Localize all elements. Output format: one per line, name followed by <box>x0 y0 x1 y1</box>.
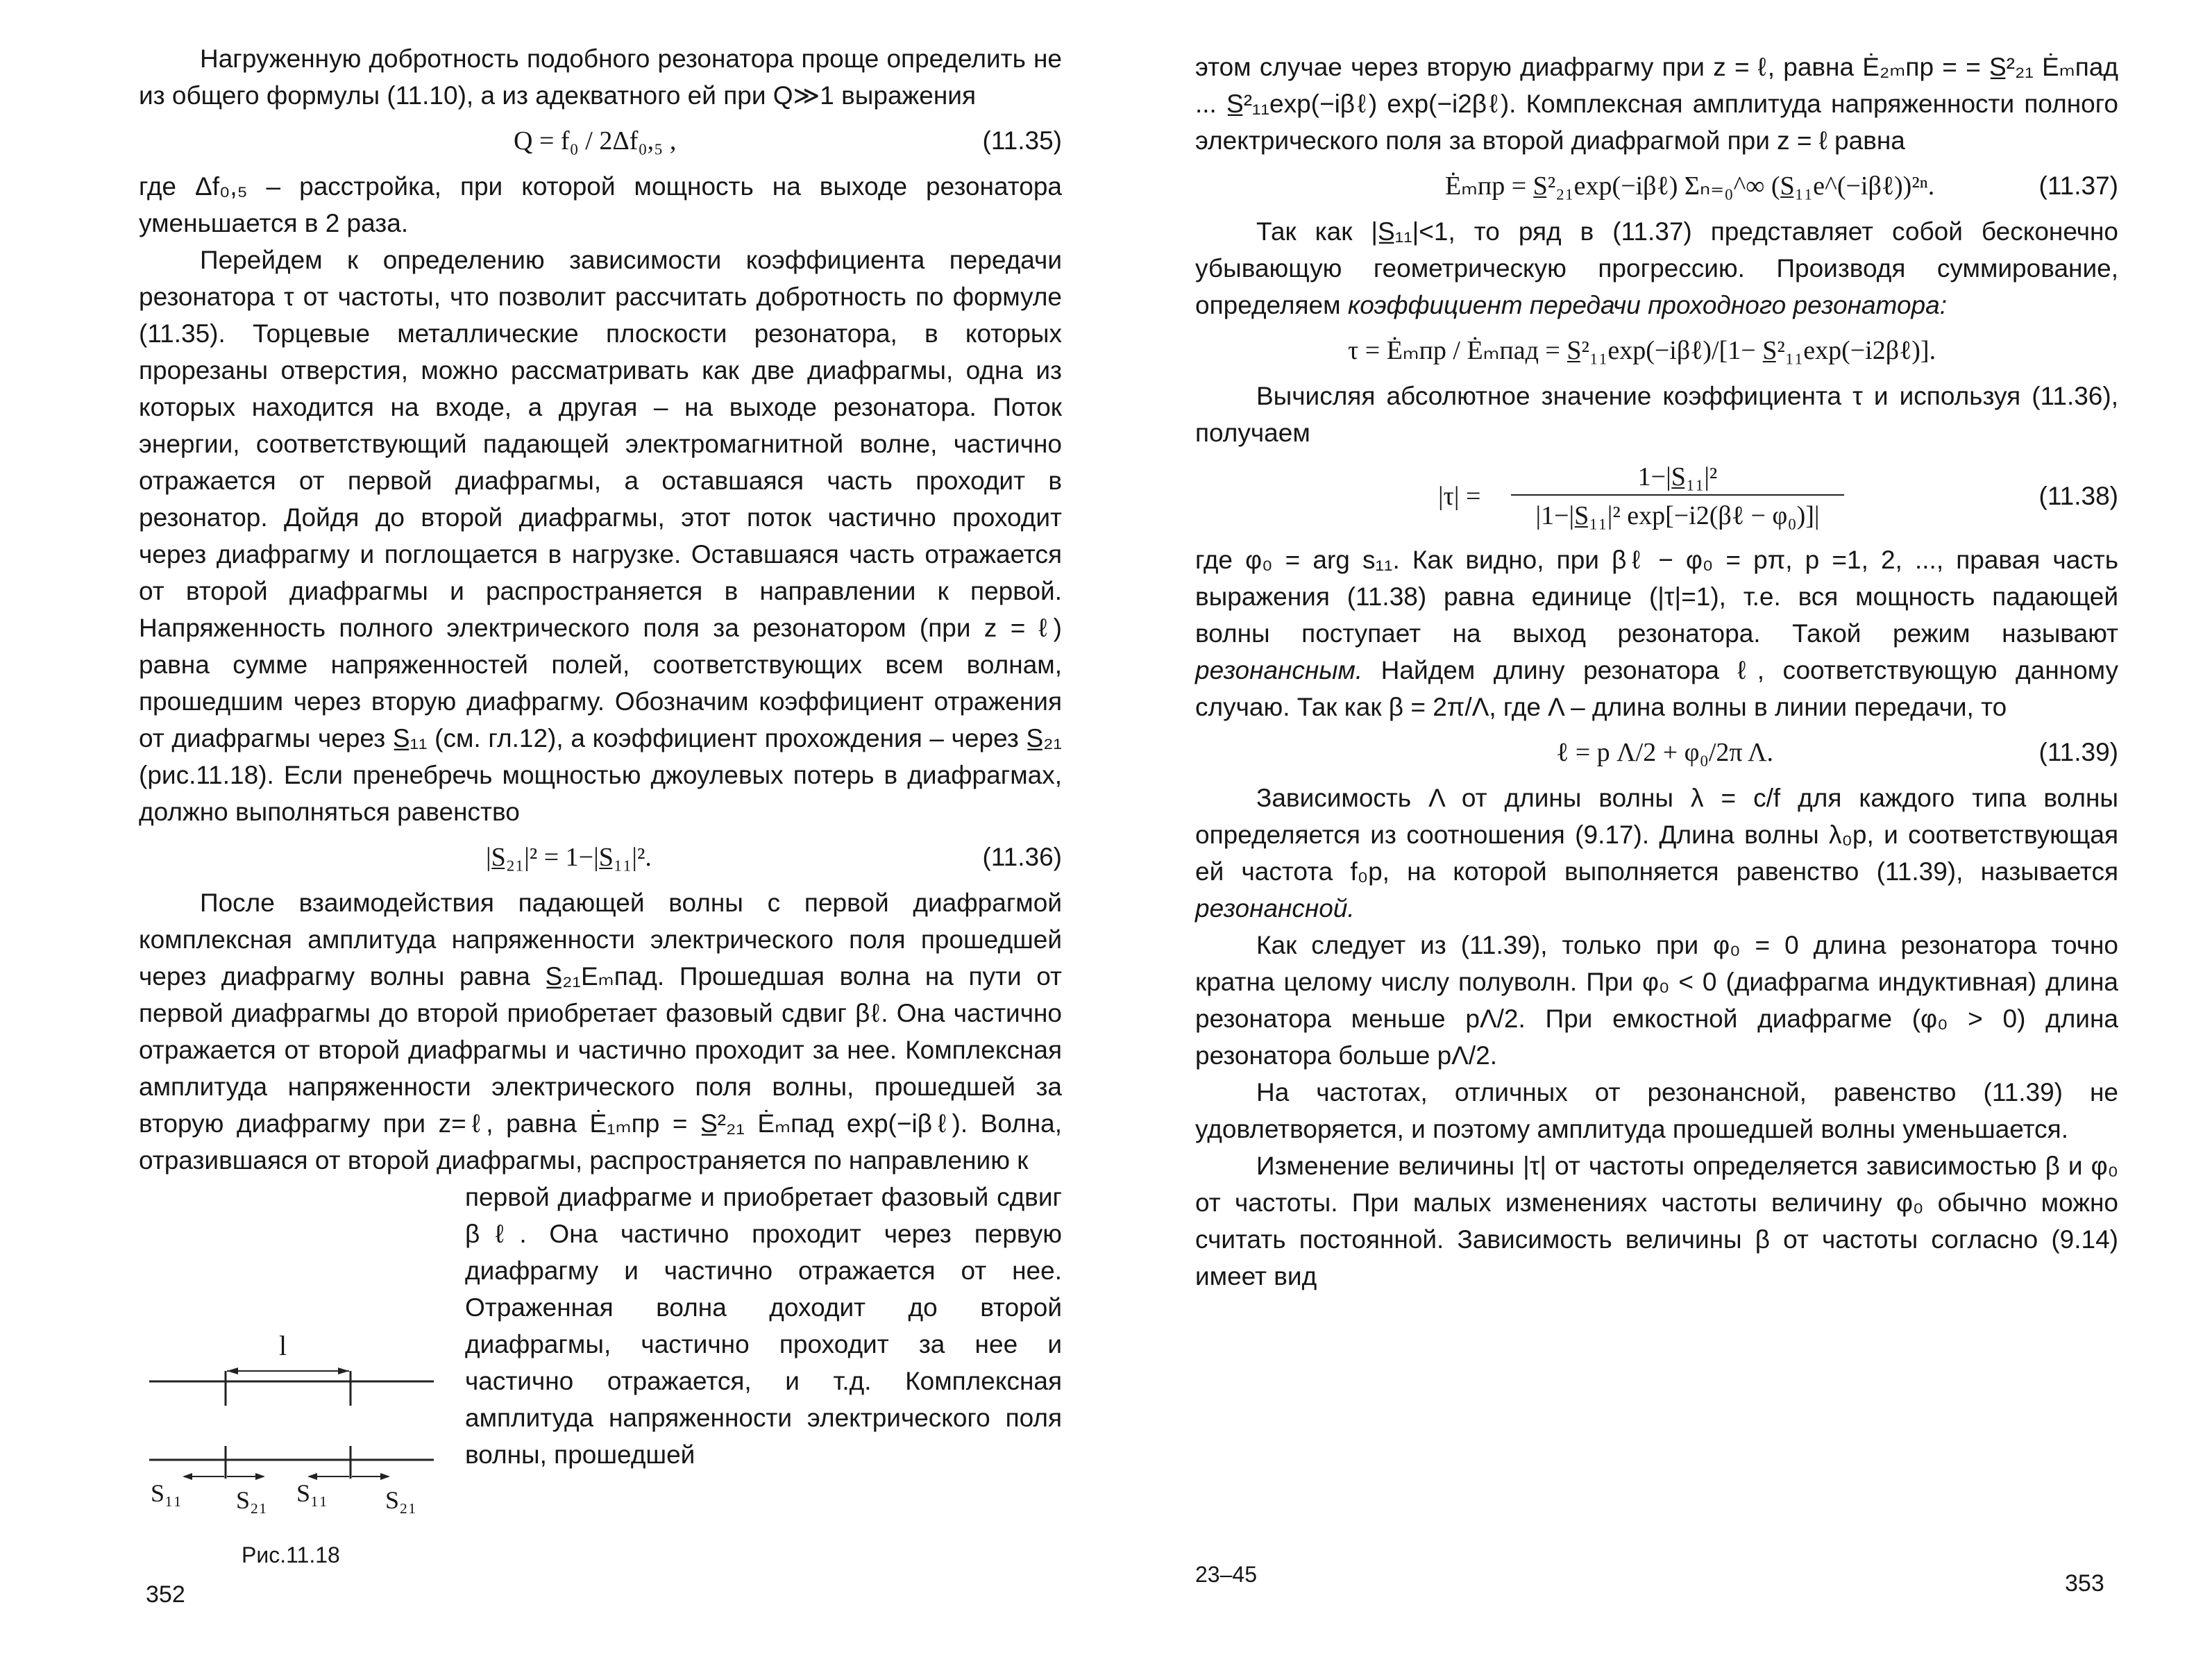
figure-caption: Рис.11.18 <box>242 1542 340 1567</box>
paragraph: На частотах, отличных от резонансной, равенство (11.39) не удовлетворяется, и поэтому амплитуда прошедшей волны уменьшается. <box>1195 1078 2118 1143</box>
paragraph: После взаимодействия падающей волны с первой диафрагмой комплексная амплитуда напряженности электрического поля прошедшей через диафрагму волны равна S̲₂₁Eₘпад. Прошедшая волна на пути от первой диафрагмы до второй приобретает фазовый сдвиг βℓ. Она частично отражается от второй диафрагмы и частично проходит за нее. Комплексная амплитуда напряженности электрического поля волны, прошедшей за вторую диафрагму при z=ℓ, равна Ė₁ₘпр = S̲²₂₁ Ėₘпад exp(−iβℓ). Волна, отразившаяся от второй диафрагмы, распространяется по направлению к <box>139 889 1062 1175</box>
term-italic: резонансной. <box>1195 894 1355 923</box>
equation-number: (11.39) <box>2038 738 2118 766</box>
equation-denominator: |1−|S̲₁₁|² exp[−i2(βℓ − φ₀)]| <box>1535 501 1820 530</box>
paragraph: этом случае через вторую диафрагму при z = ℓ, равна Ė₂ₘпр = = S̲²₂₁ Ėₘпад ... S̲²₁₁exp(−iβℓ) exp(−i2βℓ). Комплексная амплитуда напряженности полного электрического поля за второй диафрагмой при z = ℓ равна <box>1195 53 2118 155</box>
equation-lhs: |τ| = <box>1438 482 1481 511</box>
paragraph <box>1195 780 2118 927</box>
equation-numerator: 1−|S̲₁₁|² <box>1511 460 1844 496</box>
equation-body: Ėₘпр = S̲²₂₁exp(−iβℓ) Σₙ₌₀^∞ (S̲₁₁e^(−iβℓ))²ⁿ. <box>1445 171 1935 201</box>
paragraph-text: Так как |S̲₁₁|<1, то ряд в (11.37) представляет собой бесконечно убывающую геометрическую прогрессию. Производя суммирование, определяем <box>1195 217 2118 319</box>
signature-mark: 23–45 <box>1195 1562 1257 1587</box>
paragraph: Вычисляя абсолютное значение коэффициента τ и используя (11.36), получаем <box>1195 382 2118 447</box>
equation-11-39 <box>1195 725 2118 780</box>
equation-number: (11.35) <box>982 126 1062 155</box>
equation-11-38 <box>1195 451 2118 541</box>
figure-11-18 <box>142 1329 448 1551</box>
paragraph-text: где φ₀ = arg s₁₁. Как видно, при βℓ − φ₀ = pπ, p =1, 2, ..., правая часть выражения (11.38) равна единице (|τ|=1), т.е. вся мощность падающей волны поступает на выход резонатора. Такой режим называют <box>1195 546 2118 648</box>
equation-body: Q = f₀ / 2Δf₀,₅ , <box>514 126 677 155</box>
s21-label: S₂₁ <box>385 1486 417 1514</box>
paragraph: где Δf₀,₅ – расстройка, при которой мощность на выходе резонатора уменьшается в 2 раза. <box>139 172 1062 237</box>
equation-transfer-coefficient <box>1195 323 2118 378</box>
length-label: l <box>279 1330 287 1361</box>
paragraph: Изменение величины |τ| от частоты определяется зависимостью β и φ₀ от частоты. При малых изменениях частоты величину φ₀ обычно можно считать постоянной. Зависимость величины β от частоты согласно (9.14) имеет вид <box>1195 1152 2118 1290</box>
page-number: 352 <box>146 1581 185 1608</box>
paragraph-text: Найдем длину резонатора ℓ, соответствующую данному случаю. Так как β = 2π/Λ, где Λ – длина волны в линии передачи, то <box>1195 656 2118 721</box>
term-italic: коэффициент передачи проходного резонатора: <box>1347 291 1947 319</box>
left-page <box>139 40 1062 1473</box>
equation-11-37 <box>1195 159 2118 213</box>
right-page <box>1195 49 2118 1295</box>
equation-11-36 <box>139 830 1062 884</box>
paragraph: Как следует из (11.39), только при φ₀ = 0 длина резонатора точно кратна целому числу полуволн. При φ₀ < 0 (диафрагма индуктивная) длина резонатора меньше pΛ/2. При емкостной диафрагме (φ₀ > 0) длина резонатора больше pΛ/2. <box>1195 931 2118 1070</box>
paragraph <box>1195 541 2118 725</box>
page-number: 353 <box>2065 1570 2104 1597</box>
s11-label: S₁₁ <box>151 1479 183 1507</box>
paragraph: первой диафрагме и приобретает фазовый сдвиг βℓ. Она частично проходит через первую диафрагму и частично отражается от нее. Отраженная волна доходит до второй диафрагмы, частично проходит за нее и частично отражается, и т.д. Комплексная амплитуда напряженности электрического поля волны, прошедшей <box>465 1183 1062 1469</box>
equation-body: ℓ = p Λ/2 + φ₀/2π Λ. <box>1556 738 1774 767</box>
s11-label: S₁₁ <box>296 1479 328 1507</box>
term-italic: резонансным. <box>1195 656 1363 684</box>
equation-number: (11.38) <box>2038 482 2118 510</box>
paragraph: Перейдем к определению зависимости коэффициента передачи резонатора τ от частоты, что позволит рассчитать добротность по формуле (11.35). Торцевые металлические плоскости резонатора, в которых прорезаны отверстия, можно рассматривать как две диафрагмы, одна из которых находится на входе, а другая – на выходе резонатора. Поток энергии, соответствующий падающей электромагнитной волне, частично отражается от первой диафрагмы, а оставшаяся часть проходит в резонатор. Дойдя до второй диафрагмы, этот поток частично проходит через диафрагму и поглощается в нагрузке. Оставшаяся часть отражается от второй диафрагмы и распространяется в направлении к первой. Напряженность полного электрического поля за резонатором (при z = ℓ) равна сумме напряженностей полей, соответствующих всем волнам, прошедшим через вторую диафрагму. Обозначим коэффициент отражения от диафрагмы через S̲₁₁ (см. гл.12), а коэффициент прохождения – через S̲₂₁ (рис.11.18). Если пренебречь мощностью джоулевых потерь в диафрагмах, должно выполняться равенство <box>139 246 1062 826</box>
equation-number: (11.37) <box>2038 171 2118 200</box>
equation-number: (11.36) <box>982 843 1062 871</box>
paragraph <box>1195 213 2118 323</box>
paragraph-text: Зависимость Λ от длины волны λ = c/f для каждого типа волны определяется из соотношения (9.17). Длина волны λ₀р, и соответствующая ей частота f₀р, на которой выполняется равенство (11.39), называется <box>1195 784 2118 886</box>
equation-body: τ = Ėₘпр / Ėₘпад = S̲²₁₁exp(−iβℓ)/[1− S̲²₁₁exp(−i2βℓ)]. <box>1348 336 1936 365</box>
equation-11-35 <box>139 114 1062 168</box>
paragraph: Нагруженную добротность подобного резонатора проще определить не из общего формулы (11.10), а из адекватного ей при Q≫1 выражения <box>139 44 1062 110</box>
equation-body: |S̲₂₁|² = 1−|S̲₁₁|². <box>486 843 652 872</box>
s21-label: S₂₁ <box>236 1486 268 1514</box>
